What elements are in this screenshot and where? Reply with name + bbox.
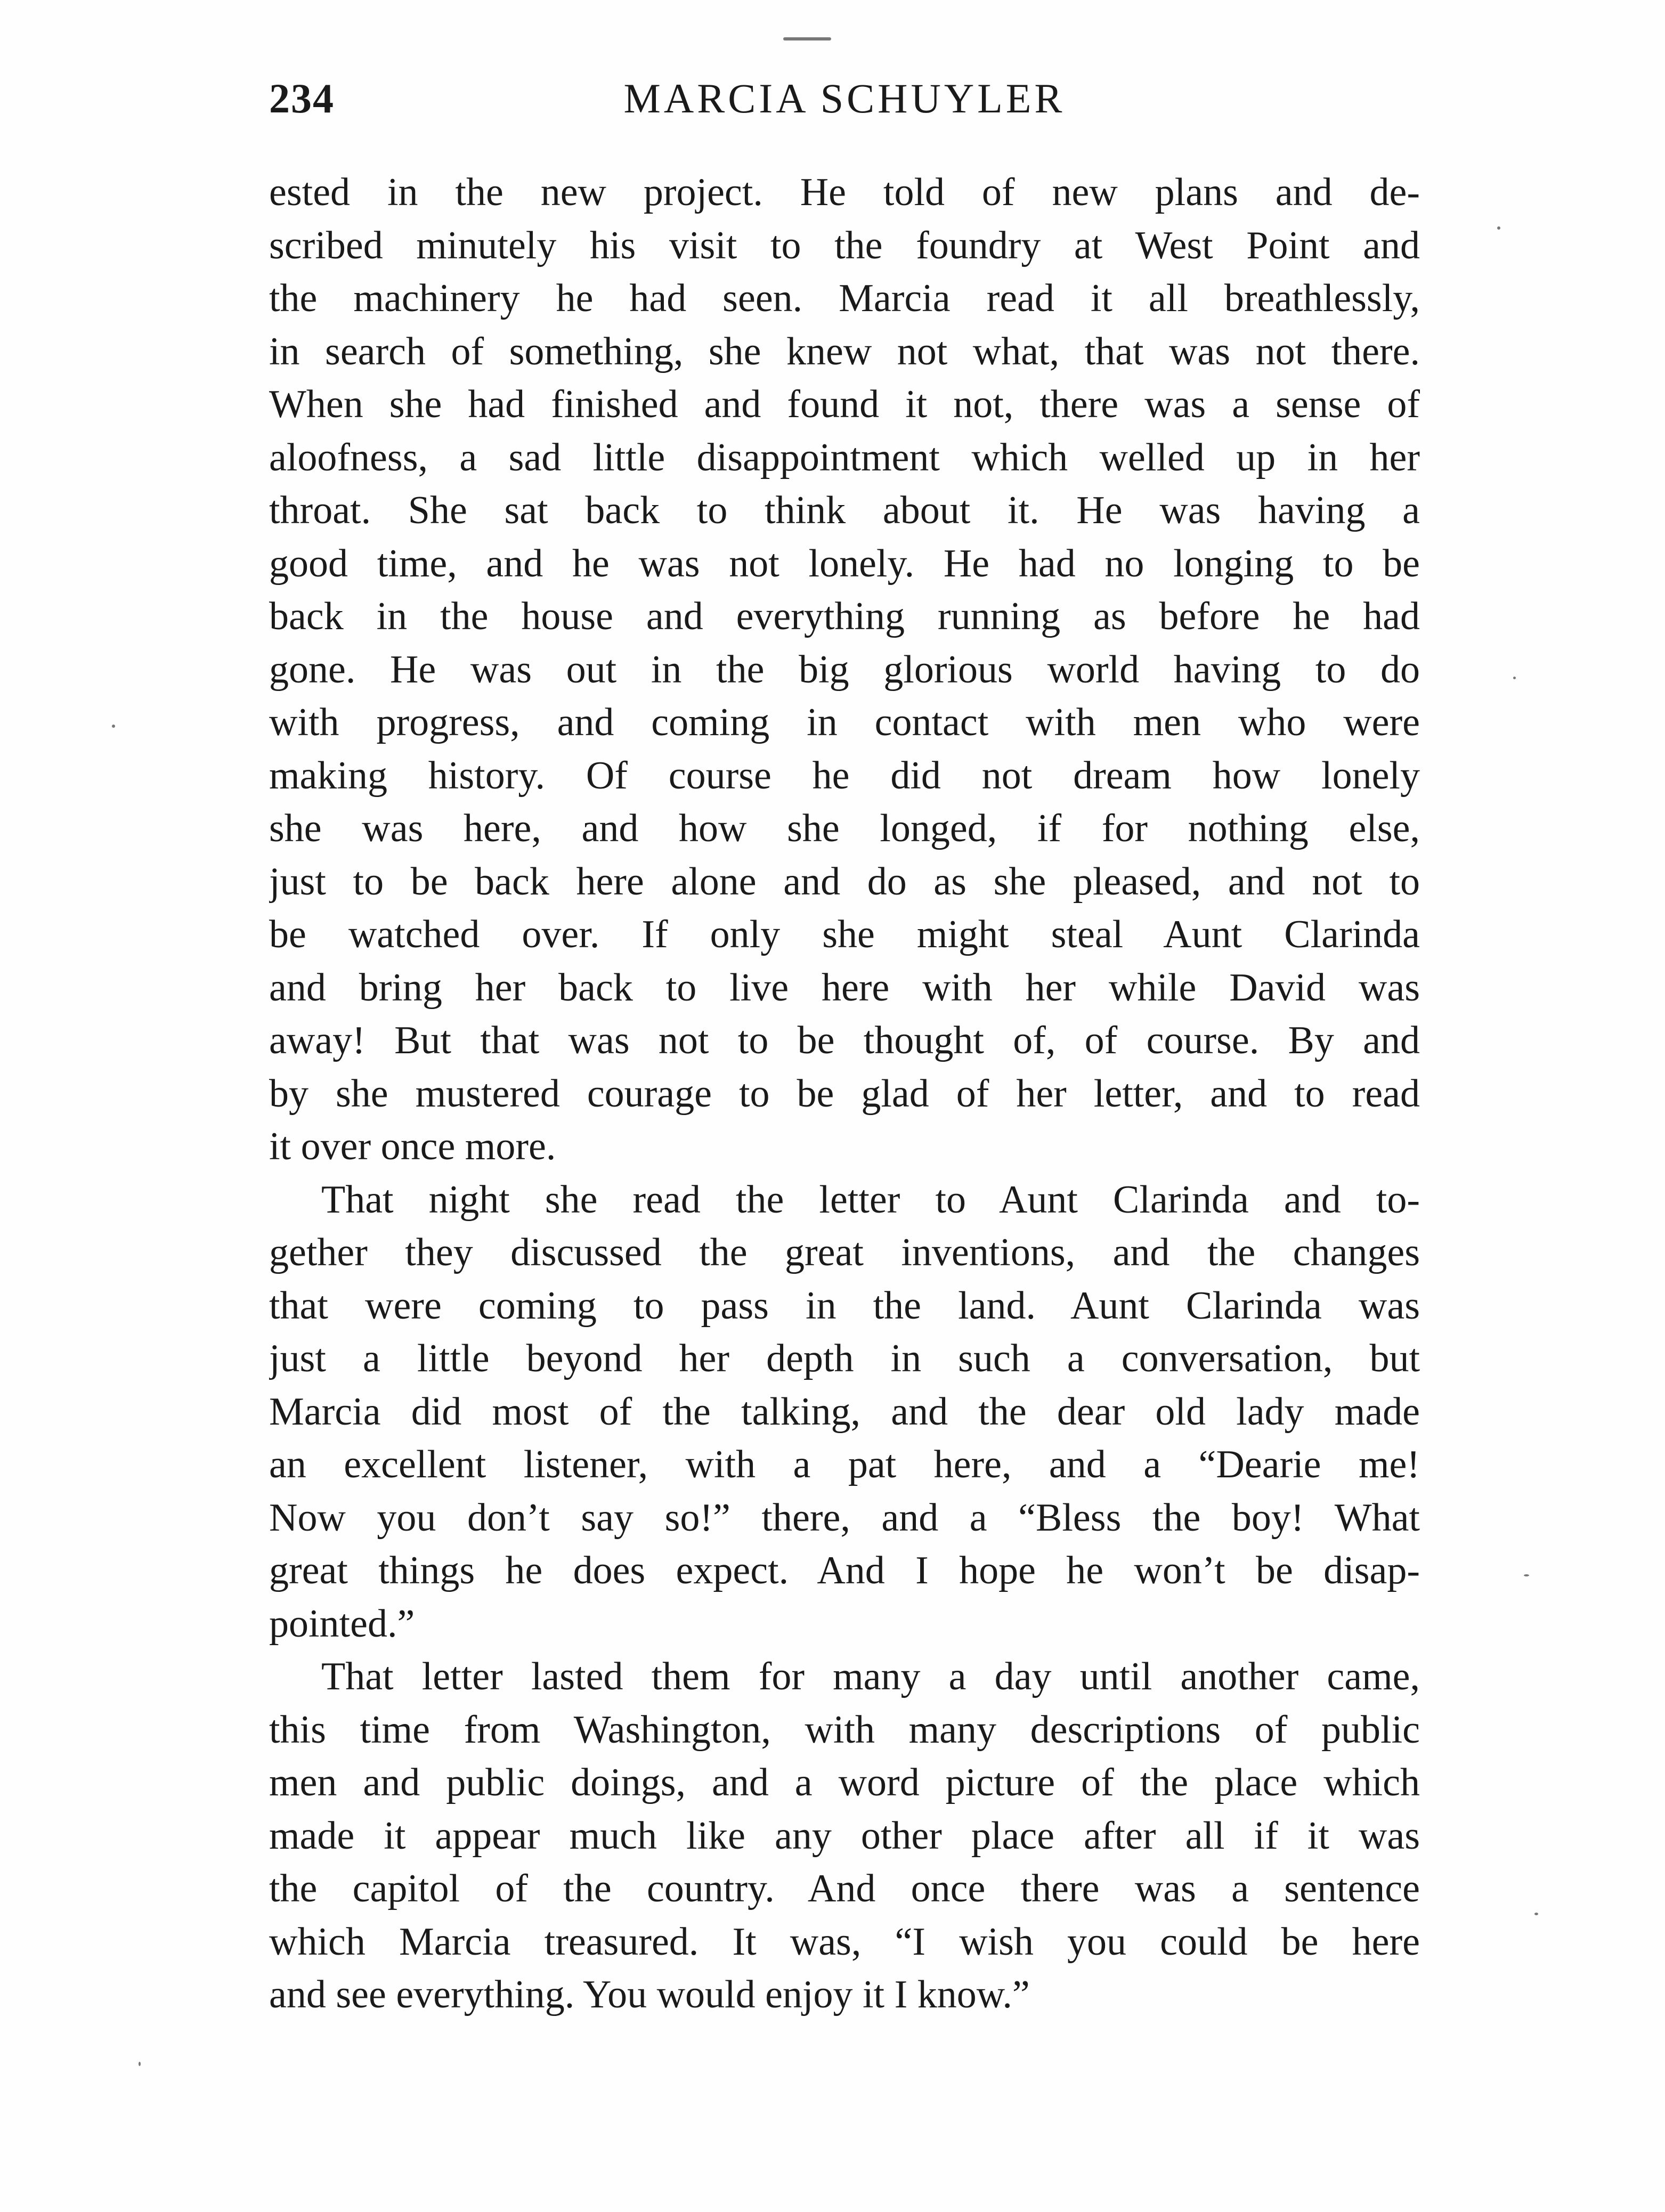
text-line: away! But that was not to be thought of, of course. By and bbox=[269, 1019, 1420, 1062]
text-line: just to be back here alone and do as she pleased, and not to bbox=[269, 859, 1420, 904]
text-line: men and public doings, and a word picture of the place which bbox=[269, 1761, 1420, 1804]
scan-speck bbox=[1524, 1574, 1529, 1576]
scan-speck bbox=[112, 725, 115, 728]
text-line: an excellent listener, with a pat here, and a “Dearie me! bbox=[269, 1443, 1420, 1486]
text-line: pointed.” bbox=[269, 1601, 415, 1646]
text-line: in search of something, she knew not what, that was not there. bbox=[269, 329, 1420, 373]
text-line: be watched over. If only she might steal Aunt Clarinda bbox=[269, 913, 1420, 956]
text-line: ested in the new project. He told of new plans and de- bbox=[269, 170, 1420, 214]
text-line: back in the house and everything running as before he had bbox=[269, 595, 1420, 638]
page-number: 234 bbox=[269, 75, 335, 121]
body-text bbox=[269, 166, 1420, 2022]
scan-speck bbox=[1534, 1913, 1538, 1915]
paragraph-container bbox=[269, 166, 1420, 2022]
text-line: and bring her back to live here with her while David was bbox=[269, 965, 1420, 1010]
text-line: made it appear much like any other place after all if it was bbox=[269, 1813, 1420, 1858]
text-line: with progress, and coming in contact with men who were bbox=[269, 701, 1420, 744]
running-title: MARCIA SCHUYLER bbox=[623, 75, 1066, 121]
paragraph bbox=[269, 1650, 1420, 2022]
text-line: the machinery he had seen. Marcia read it all breathlessly, bbox=[269, 276, 1420, 320]
text-line: that were coming to pass in the land. Aunt Clarinda was bbox=[269, 1283, 1420, 1328]
text-line: aloofness, a sad little disappointment which welled up in her bbox=[269, 435, 1420, 479]
text-line: and see everything. You would enjoy it I know.” bbox=[269, 1973, 1030, 2016]
text-line: Marcia did most of the talking, and the dear old lady made bbox=[269, 1389, 1420, 1434]
text-line: great things he does expect. And I hope he won’t be disap- bbox=[269, 1549, 1420, 1592]
text-line: she was here, and how she longed, if for nothing else, bbox=[269, 807, 1420, 850]
text-line: the capitol of the country. And once there was a sentence bbox=[269, 1867, 1420, 1910]
text-line: good time, and he was not lonely. He had no longing to be bbox=[269, 541, 1420, 585]
text-line: gone. He was out in the big glorious world having to do bbox=[269, 647, 1420, 692]
text-line: scribed minutely his visit to the foundry at West Point and bbox=[269, 223, 1420, 267]
scan-speck bbox=[783, 37, 831, 40]
text-line: just a little beyond her depth in such a conversation, but bbox=[269, 1337, 1420, 1380]
text-line: gether they discussed the great inventions, and the changes bbox=[269, 1231, 1420, 1274]
text-line: That letter lasted them for many a day until another came, bbox=[321, 1655, 1420, 1698]
text-line: making history. Of course he did not dream how lonely bbox=[269, 753, 1420, 798]
text-line: When she had finished and found it not, there was a sense of bbox=[269, 383, 1420, 426]
text-line: it over once more. bbox=[269, 1125, 556, 1168]
paragraph bbox=[269, 1174, 1420, 1651]
paragraph bbox=[269, 166, 1420, 1174]
scan-speck bbox=[1513, 677, 1516, 679]
text-line: this time from Washington, with many descriptions of public bbox=[269, 1707, 1420, 1752]
text-line: which Marcia treasured. It was, “I wish you could be here bbox=[269, 1920, 1420, 1964]
text-line: Now you don’t say so!” there, and a “Bless the boy! What bbox=[269, 1495, 1420, 1540]
text-line: by she mustered courage to be glad of her letter, and to read bbox=[269, 1071, 1420, 1116]
scan-speck bbox=[1497, 226, 1500, 230]
running-head bbox=[269, 75, 1420, 133]
scan-speck bbox=[139, 2062, 141, 2066]
text-line: That night she read the letter to Aunt Clarinda and to- bbox=[321, 1177, 1420, 1222]
text-line: throat. She sat back to think about it. He was having a bbox=[269, 489, 1420, 532]
